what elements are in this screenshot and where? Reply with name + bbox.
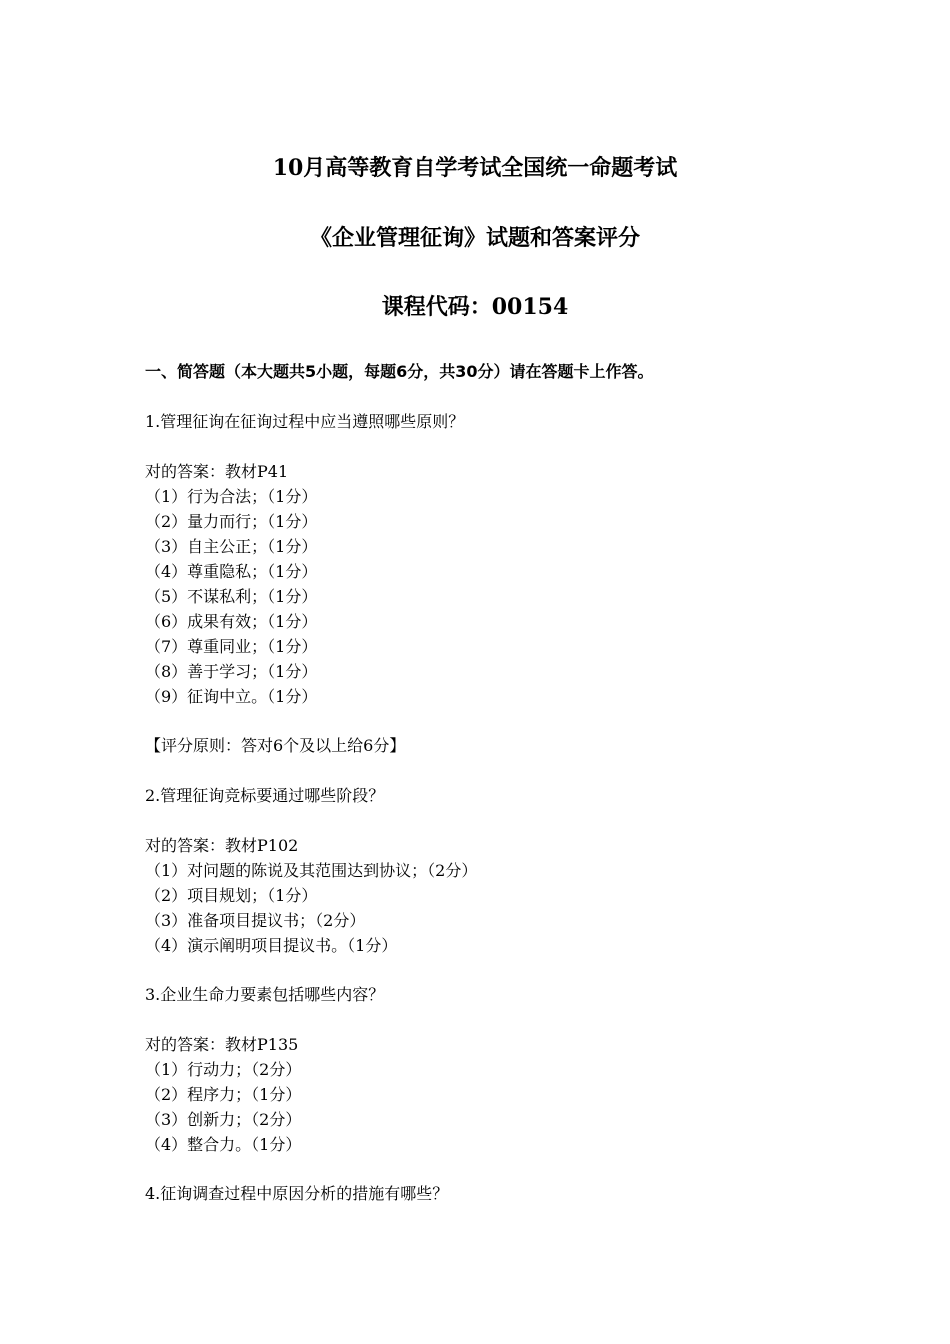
question-4 — [145, 1181, 448, 1206]
question-2 — [145, 783, 384, 808]
question-1 — [145, 409, 464, 434]
question-3 — [145, 982, 384, 1007]
scoring-rule — [145, 733, 405, 758]
course-code: 课程代码：00154 — [381, 294, 569, 320]
question-text: 1.管理征询在征询过程中应当遵照哪些原则？ — [145, 412, 465, 431]
answer-1 — [145, 459, 317, 709]
exam-subtitle: 《企业管理征询》试题和答案评分 — [309, 225, 640, 251]
answer-item: （7）尊重同业；（1分） — [145, 637, 318, 656]
answer-reference: 对的答案：教材P135 — [145, 1035, 299, 1054]
answer-item: （3）创新力；（2分） — [145, 1110, 302, 1129]
answer-item: （1）对问题的陈说及其范围达到协议；（2分） — [145, 861, 478, 880]
answer-item: （8）善于学习；（1分） — [145, 662, 318, 681]
answer-2 — [145, 833, 477, 958]
answer-reference: 对的答案：教材P41 — [145, 462, 289, 481]
scoring-text: 【评分原则：答对6个及以上给6分】 — [145, 736, 406, 755]
answer-item: （4）演示阐明项目提议书。（1分） — [145, 936, 398, 955]
answer-item: （2）项目规划；（1分） — [145, 886, 318, 905]
answer-3 — [145, 1032, 301, 1157]
answer-item: （3）准备项目提议书；（2分） — [145, 911, 366, 930]
question-text: 2.管理征询竞标要通过哪些阶段？ — [145, 786, 385, 805]
question-text: 3.企业生命力要素包括哪些内容？ — [145, 985, 385, 1004]
answer-item: （5）不谋私利；（1分） — [145, 587, 318, 606]
answer-item: （4）尊重隐私；（1分） — [145, 562, 318, 581]
answer-item: （3）自主公正；（1分） — [145, 537, 318, 556]
answer-item: （2）量力而行；（1分） — [145, 512, 318, 531]
answer-item: （1）行为合法；（1分） — [145, 487, 318, 506]
exam-title: 10月高等教育自学考试全国统一命题考试 — [272, 155, 678, 181]
answer-reference: 对的答案：教材P102 — [145, 836, 299, 855]
question-text: 4.征询调查过程中原因分析的措施有哪些？ — [145, 1184, 449, 1203]
answer-item: （1）行动力；（2分） — [145, 1060, 302, 1079]
section-heading: 一、简答题（本大题共5小题，每题6分，共30分）请在答题卡上作答。 — [145, 362, 654, 381]
answer-item: （4）整合力。（1分） — [145, 1135, 302, 1154]
answer-item: （2）程序力；（1分） — [145, 1085, 302, 1104]
answer-item: （9）征询中立。（1分） — [145, 687, 318, 706]
answer-item: （6）成果有效；（1分） — [145, 612, 318, 631]
